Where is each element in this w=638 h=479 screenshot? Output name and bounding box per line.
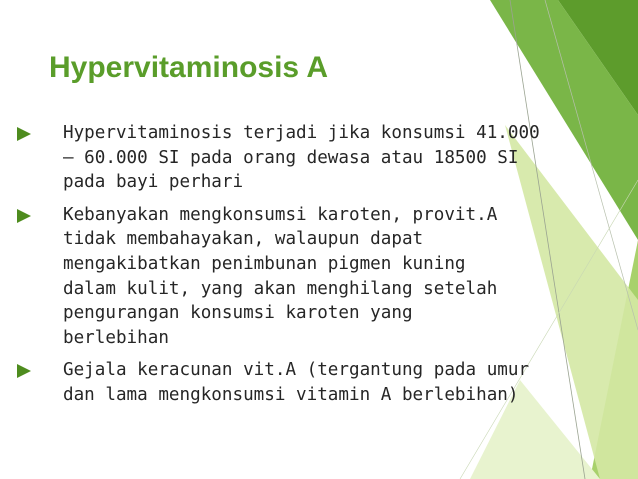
text-line: Kebanyakan mengkonsumsi karoten, provit.A: [63, 204, 498, 225]
slide-title: Hypervitaminosis A: [49, 51, 328, 84]
bullet-text: [63, 203, 534, 351]
bullet-text: [63, 358, 534, 407]
text-line: dalam kulit, yang akan menghilang setelah: [63, 278, 498, 299]
text-line: – 60.000 SI pada orang dewasa atau 18500 SI: [63, 147, 519, 168]
bullet-list: [14, 121, 540, 416]
text-line: mengakibatkan penimbunan pigmen kuning: [63, 253, 466, 274]
right-triangle-arrow-icon: [16, 208, 32, 224]
bullet-item: [14, 203, 534, 351]
right-triangle-arrow-icon: [16, 363, 32, 379]
text-line: dan lama mengkonsumsi vitamin A berlebihan): [63, 384, 519, 405]
text-line: tidak membahayakan, walaupun dapat: [63, 229, 424, 250]
text-line: pada bayi perhari: [63, 172, 244, 193]
bullet-text: [63, 121, 540, 195]
bullet-item: [14, 121, 540, 195]
text-line: pengurangan konsumsi karoten yang: [63, 303, 413, 324]
text-line: Hypervitaminosis terjadi jika konsumsi 41.000: [63, 123, 540, 143]
text-line: Gejala keracunan vit.A (tergantung pada umur: [63, 360, 530, 381]
text-line: berlebihan: [63, 327, 169, 348]
bullet-item: [14, 358, 534, 407]
right-triangle-arrow-icon: [16, 126, 32, 142]
